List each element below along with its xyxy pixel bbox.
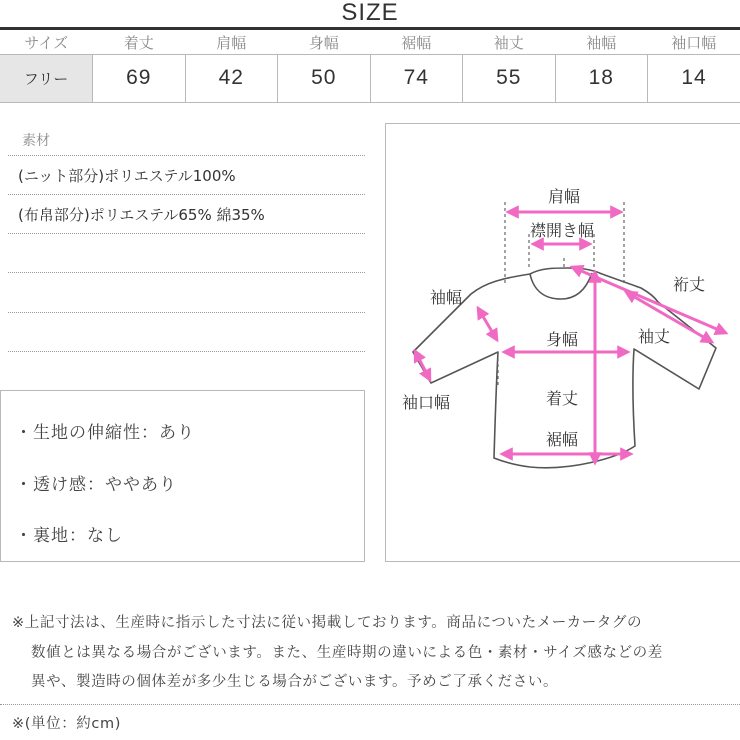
note-line-2: 数値とは異なる場合がございます。また、生産時期の違いによる色・素材・サイズ感などの差 (31, 645, 663, 661)
label-kitake: 着丈 (545, 389, 579, 408)
label-eriaki: 襟開き幅 (529, 221, 595, 240)
header-sodeguchi: 袖口幅 (671, 33, 717, 52)
label-susohaba: 裾幅 (545, 430, 579, 449)
property-stretch: ・生地の伸縮性：あり (15, 423, 195, 443)
table-row (0, 54, 740, 102)
page-title: SIZE (341, 0, 399, 26)
value-katahaba: 42 (185, 54, 278, 102)
value-sodehaba: 18 (555, 54, 648, 102)
material-line-2: (布帛部分)ポリエステル65% 綿35% (18, 206, 265, 224)
label-yukitake: 裄丈 (673, 275, 706, 294)
divider (8, 233, 365, 234)
material-label: 素材 (22, 133, 50, 149)
header-kitake: 着丈 (123, 33, 154, 52)
unit-note: ※(単位：約cm) (12, 716, 121, 732)
value-kitake: 69 (93, 54, 186, 102)
size-cell: フリー (0, 54, 93, 102)
header-sodehaba: 袖幅 (586, 33, 617, 52)
garment-illustration (386, 124, 740, 563)
arrow-sodeguchi (415, 351, 430, 380)
header-sodetake: 袖丈 (493, 33, 524, 52)
label-sodehaba: 袖幅 (430, 288, 463, 307)
header-mihaba: 身幅 (308, 33, 339, 52)
arrow-sodehaba (478, 308, 497, 340)
divider (8, 155, 365, 156)
header-size: サイズ (24, 33, 69, 52)
label-sodeguchi: 袖口幅 (402, 393, 451, 412)
note-line-1: ※上記寸法は、生産時に指示した寸法に従い掲載しております。商品についたメーカータグの (12, 615, 643, 631)
size-table-header (0, 31, 740, 54)
property-sheerness: ・透け感：ややあり (15, 475, 177, 495)
value-sodeguchi: 14 (648, 54, 740, 102)
title-underline (0, 27, 740, 30)
divider (8, 272, 365, 273)
material-line-1: (ニット部分)ポリエステル100% (18, 167, 236, 185)
measurement-diagram (385, 123, 740, 562)
header-susohaba: 裾幅 (401, 33, 432, 52)
size-table (0, 31, 740, 103)
header-katahaba: 肩幅 (216, 33, 247, 52)
divider (0, 704, 740, 705)
property-lining: ・裏地：なし (15, 526, 123, 546)
divider (8, 194, 365, 195)
label-katahaba: 肩幅 (547, 187, 581, 206)
value-mihaba: 50 (278, 54, 371, 102)
value-sodetake: 55 (463, 54, 556, 102)
label-mihaba: 身幅 (545, 330, 579, 349)
divider (8, 312, 365, 313)
divider (8, 351, 365, 352)
fabric-properties-box (0, 390, 365, 562)
note-line-3: 異や、製造時の個体差が多少生じる場合がございます。予めご了承ください。 (31, 674, 559, 690)
value-susohaba: 74 (370, 54, 463, 102)
label-sodetake: 袖丈 (638, 327, 671, 346)
